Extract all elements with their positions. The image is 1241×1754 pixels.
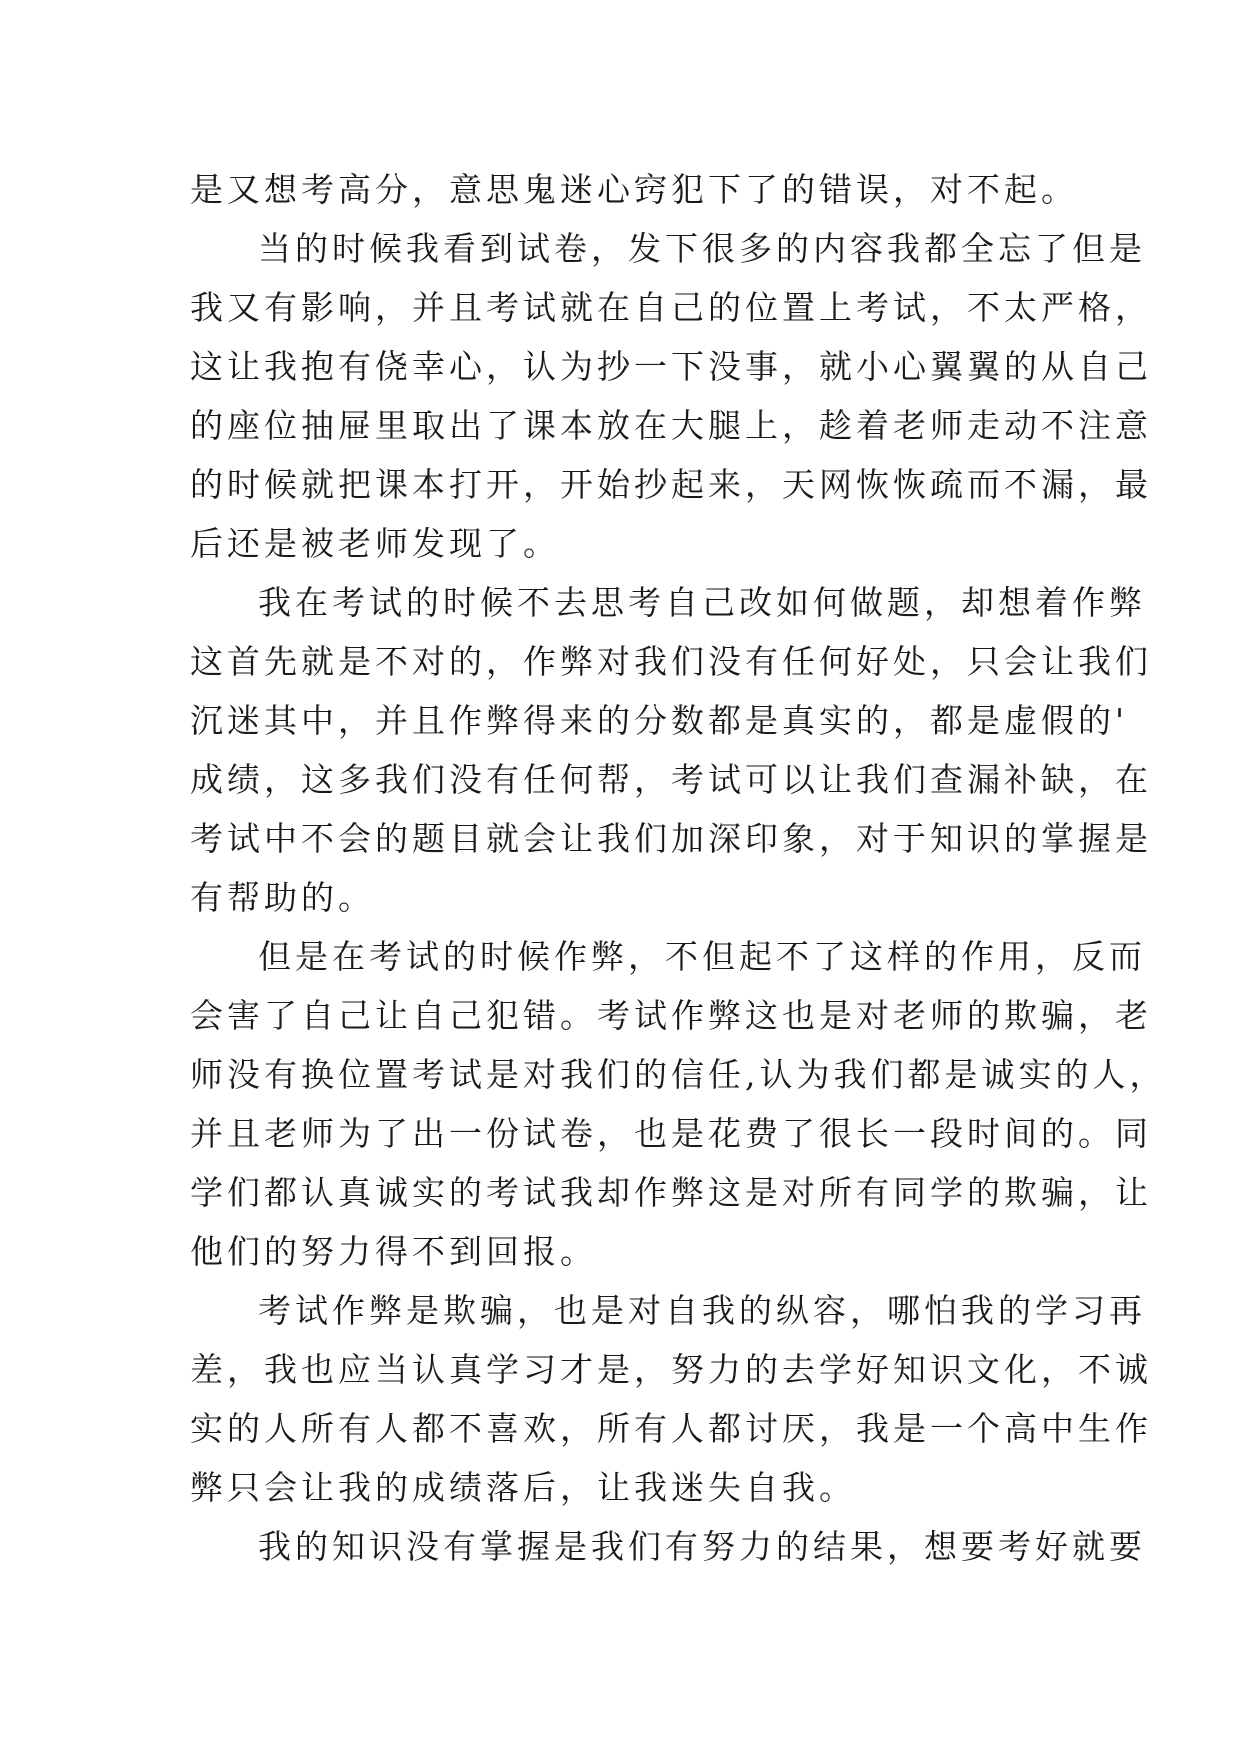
text-line: 沉迷其中，并且作弊得来的分数都是真实的，都是虚假的'	[190, 701, 1129, 740]
text-line: 我在考试的时候不去思考自己改如何做题，却想着作弊	[258, 583, 1146, 622]
text-line: 差，我也应当认真学习才是，努力的去学好知识文化，不诚	[190, 1350, 1152, 1389]
text-line: 并且老师为了出一份试卷，也是花费了很长一段时间的。同	[190, 1114, 1152, 1153]
text-line: 师没有换位置考试是对我们的信任,认为我们都是诚实的人，	[190, 1055, 1167, 1094]
text-line: 但是在考试的时候作弊，不但起不了这样的作用，反而	[258, 937, 1146, 976]
text-line: 后还是被老师发现了。	[190, 524, 560, 563]
text-line: 他们的努力得不到回报。	[190, 1232, 597, 1271]
text-line: 会害了自己让自己犯错。考试作弊这也是对老师的欺骗，老	[190, 996, 1152, 1035]
text-line: 我的知识没有掌握是我们有努力的结果，想要考好就要	[258, 1527, 1146, 1566]
text-line: 实的人所有人都不喜欢，所有人都讨厌，我是一个高中生作	[190, 1409, 1152, 1448]
text-line: 考试中不会的题目就会让我们加深印象，对于知识的掌握是	[190, 819, 1152, 858]
text-line: 的时候就把课本打开，开始抄起来，天网恢恢疏而不漏，最	[190, 465, 1152, 504]
text-line: 当的时候我看到试卷，发下很多的内容我都全忘了但是	[258, 229, 1146, 268]
text-line: 学们都认真诚实的考试我却作弊这是对所有同学的欺骗，让	[190, 1173, 1152, 1212]
text-line: 有帮助的。	[190, 878, 375, 917]
text-line: 的座位抽屉里取出了课本放在大腿上，趁着老师走动不注意	[190, 406, 1152, 445]
text-line: 弊只会让我的成绩落后，让我迷失自我。	[190, 1468, 856, 1507]
text-line: 这让我抱有侥幸心，认为抄一下没事，就小心翼翼的从自己	[190, 347, 1152, 386]
text-line: 考试作弊是欺骗，也是对自我的纵容，哪怕我的学习再	[258, 1291, 1146, 1330]
text-line: 我又有影响，并且考试就在自己的位置上考试，不太严格，	[190, 288, 1152, 327]
text-line: 这首先就是不对的，作弊对我们没有任何好处，只会让我们	[190, 642, 1152, 681]
document-body	[190, 160, 1167, 1576]
text-line: 成绩，这多我们没有任何帮，考试可以让我们查漏补缺，在	[190, 760, 1152, 799]
text-line: 是又想考高分，意思鬼迷心窍犯下了的错误，对不起。	[190, 170, 1078, 209]
